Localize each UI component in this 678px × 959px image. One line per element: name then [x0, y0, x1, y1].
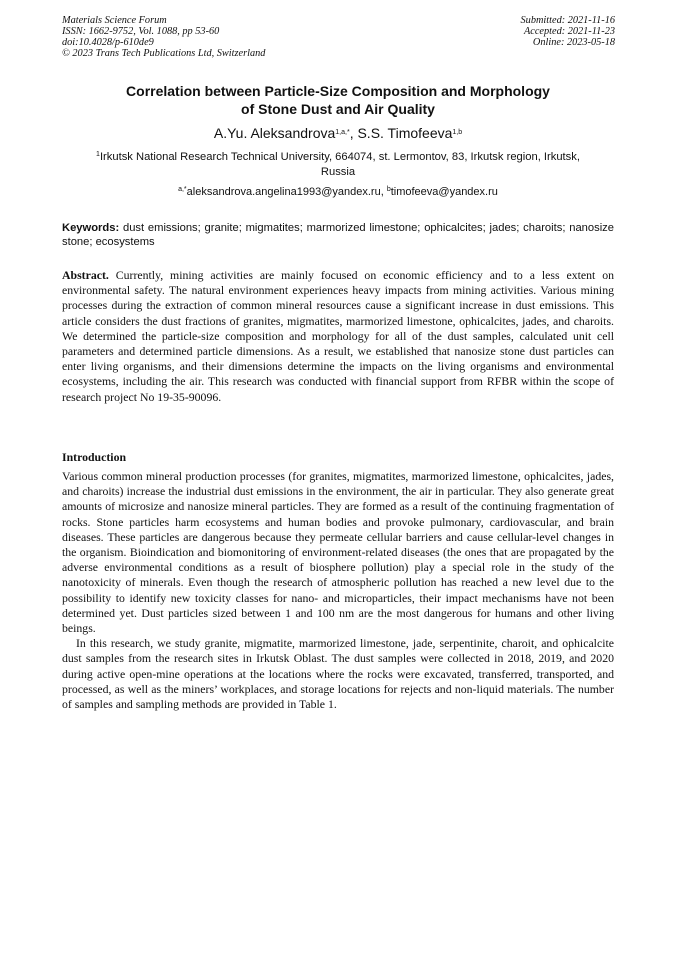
- email-a-marker: a,*: [178, 186, 187, 193]
- affiliation-marker: 1: [96, 151, 100, 158]
- issn-line: ISSN: 1662-9752, Vol. 1088, pp 53-60: [62, 26, 220, 37]
- title-line-1: Correlation between Particle-Size Composition and Morphology: [126, 83, 550, 99]
- email-b-marker: b: [386, 186, 391, 193]
- email-separator: ,: [380, 186, 387, 198]
- introduction-paragraph-1: Various common mineral production processes (for granites, migmatites, marmorized limestone, ophicalcites, jades, and charoits) increase the industrial dust emissions in the environment, the air in particular. They also generate great amounts of microsize and nanosize mineral particles. They are formed as a result of the continuing fragmentation of rocks. Stone particles harm ecosystems and human bodies and provoke pulmonary, cardiovascular, and brain diseases. These particles are dangerous because they permeate cellular barriers and cause cellular-level changes in the organism. Bioindication and biomonitoring of environment-related diseases (the ones that are propagated by the adverse environmental conditions as a result of biosphere pollution) play a special role in the study of the nanotoxicity of minerals. Even though the research of atmospheric pollution has reached a new level due to the possibility to identify new toxicity classes for nano- and microparticles, their impact mechanisms have not been determined yet. Dust particles sized between 1 and 100 nm are the most dangerous for humans and other living beings.: [62, 469, 614, 636]
- author-1: A.Yu. Aleksandrova: [213, 125, 336, 141]
- introduction-body: [62, 469, 614, 712]
- paper-title: [62, 82, 614, 118]
- author-2: S.S. Timofeeva: [357, 125, 453, 141]
- introduction-heading: Introduction: [62, 450, 127, 464]
- journal-name: Materials Science Forum: [62, 15, 167, 26]
- submitted-date: Submitted: 2021-11-16: [520, 15, 615, 26]
- author-separator: ,: [349, 125, 358, 141]
- author-list: [62, 124, 614, 142]
- online-date: Online: 2023-05-18: [532, 37, 615, 48]
- author-1-affil: 1,a,*: [335, 129, 350, 136]
- title-line-2: of Stone Dust and Air Quality: [241, 101, 435, 117]
- introduction-paragraph-2: In this research, we study granite, migmatite, marmorized limestone, jade, serpentinite, charoit, and ophicalcite dust samples from the research sites in Irkutsk Oblast. The dust samples were collected in 2018, 2019, and 2020 during active open-mine operations at the locations where the rocks were excavated, transferred, transported, and processed, as well as the miners’ workplaces, and storage locations for rejects and non-liquid materials. The number of samples and sampling methods are provided in Table 1.: [62, 636, 614, 712]
- abstract: [62, 268, 614, 405]
- affiliation-text: Irkutsk National Research Technical University, 664074, st. Lermontov, 83, Irkutsk region, Irkutsk, Russia: [99, 151, 580, 178]
- email-a[interactable]: aleksandrova.angelina1993@yandex.ru: [186, 186, 381, 198]
- journal-info: [62, 15, 265, 59]
- keywords-label: Keywords:: [62, 222, 120, 234]
- keywords-text: dust emissions; granite; migmatites; marmorized limestone; ophicalcites; jades; charoits; nanosize stone; ecosystems: [62, 222, 614, 248]
- author-emails: [62, 185, 614, 199]
- abstract-text: Currently, mining activities are mainly focused on economic efficiency and to a less extent on environmental safety. The natural environment experiences heavy impacts from mining activities. Various mining processes during the extraction of common mineral resources cause a significant increase in dust emissions. This article considers the dust fractions of granites, migmatites, marmorized limestone, ophicalcites, jades, and charoits. We determined the particle-size composition and morphology for all of the dust samples, calculated unit cell parameters and determined particle dimensions. As a result, we established that nanosize stone dust particles can enter living organisms, and their dimensions determine the impacts on the living organisms and environmental ecosystems, including the air. This research was conducted with financial support from RFBR within the scope of research project No 19-35-90096.: [62, 268, 614, 404]
- accepted-date: Accepted: 2021-11-23: [523, 26, 615, 37]
- keywords: [62, 221, 614, 249]
- submission-dates: [521, 15, 615, 48]
- copyright-line: © 2023 Trans Tech Publications Ltd, Switzerland: [62, 48, 266, 59]
- affiliation: [80, 150, 596, 180]
- author-2-affil: 1,b: [452, 129, 463, 136]
- email-b[interactable]: timofeeva@yandex.ru: [390, 186, 498, 198]
- abstract-label: Abstract.: [62, 268, 109, 282]
- doi-line: doi:10.4028/p-610de9: [62, 37, 154, 48]
